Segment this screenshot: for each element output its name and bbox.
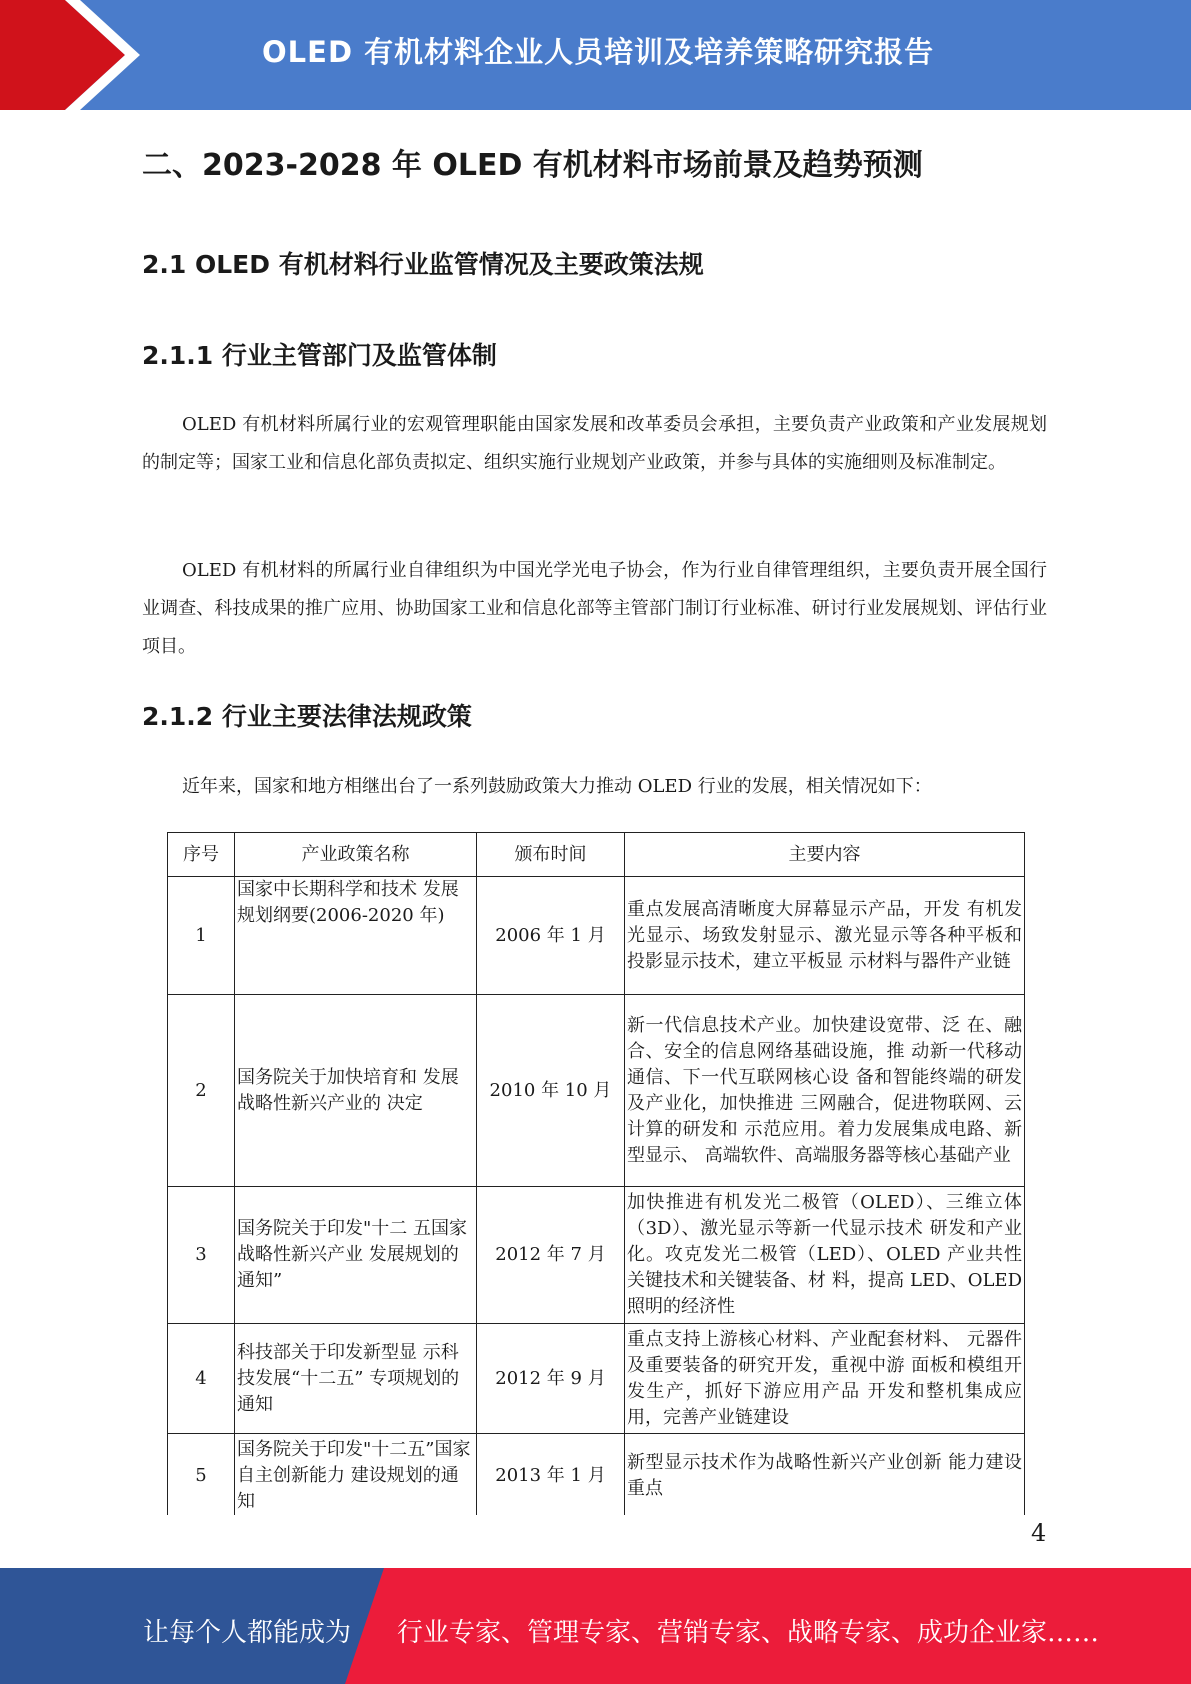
cell-date: 2012 年 7 月 (477, 1187, 625, 1324)
cell-no: 3 (168, 1187, 235, 1324)
page-number: 4 (1031, 1519, 1047, 1547)
paragraph-regulators: OLED 有机材料所属行业的宏观管理职能由国家发展和改革委员会承担，主要负责产业政策和产业发展规划的制定等；国家工业和信息化部负责拟定、组织实施行业规划产业政策，并参与具体的实施细则及标准制定。 (142, 414, 1047, 473)
subsection-title-2-1: 2.1 OLED 有机材料行业监管情况及主要政策法规 (142, 250, 704, 279)
cell-policy-name: 国务院关于加快培育和 发展战略性新兴产业的 决定 (235, 995, 477, 1187)
cell-no: 1 (168, 877, 235, 995)
subsection-title-2-1-2: 2.1.2 行业主要法律法规政策 (142, 702, 472, 731)
cell-no: 4 (168, 1324, 235, 1434)
policy-table (167, 832, 1025, 1518)
cell-no: 2 (168, 995, 235, 1187)
cell-policy-name: 国家中长期科学和技术 发展规划纲要(2006-2020 年) (235, 877, 477, 995)
cell-content: 重点支持上游核心材料、产业配套材料、 元器件及重要装备的研究开发，重视中游 面板和模组开发生产，抓好下游应用产品 开发和整机集成应用，完善产业链建设 (625, 1324, 1025, 1434)
header-arrow-decoration (0, 0, 160, 110)
table-header-row (168, 833, 1025, 877)
page-header-band (0, 0, 1191, 110)
table-row (168, 1324, 1025, 1434)
page-footer-band (0, 1568, 1191, 1684)
cell-policy-name: 国务院关于印发"十二五”国家自主创新能力 建设规划的通知 (235, 1434, 477, 1518)
paragraph-self-regulation: OLED 有机材料的所属行业自律组织为中国光学光电子协会，作为行业自律管理组织，主要负责开展全国行业调查、科技成果的推广应用、协助国家工业和信息化部等主管部门制订行业标准、研讨行业发展规划、评估行业项目。 (142, 560, 1047, 657)
table-row (168, 1434, 1025, 1518)
cell-content: 重点发展高清晰度大屏幕显示产品，开发 有机发光显示、场致发射显示、激光显示等各种平板和投影显示技术，建立平板显 示材料与器件产业链 (625, 877, 1025, 995)
table-row (168, 1187, 1025, 1324)
paragraph-policy-intro: 近年来，国家和地方相继出台了一系列鼓励政策大力推动 OLED 行业的发展，相关情况如下： (182, 776, 932, 797)
cell-date: 2012 年 9 月 (477, 1324, 625, 1434)
cell-date: 2010 年 10 月 (477, 995, 625, 1187)
cell-content: 新一代信息技术产业。加快建设宽带、泛 在、融合、安全的信息网络基础设施，推 动新一代移动通信、下一代互联网核心设 备和智能终端的研发及产业化，加快推进 三网融合，促进物联网、云计算的研发和 示范应用。着力发展集成电路、新型显示、 高端软件、高端服务器等核心基础产业 (625, 995, 1025, 1187)
cell-date: 2013 年 1 月 (477, 1434, 625, 1518)
column-header-no: 序号 (168, 833, 235, 877)
column-header-date: 颁布时间 (477, 833, 625, 877)
page-break-mask (0, 1515, 1191, 1565)
cell-policy-name: 国务院关于印发"十二 五国家战略性新兴产业 发展规划的通知” (235, 1187, 477, 1324)
footer-slogan-left: 让每个人都能成为 (143, 1618, 352, 1648)
table-row (168, 995, 1025, 1187)
footer-slogan-right: 行业专家、管理专家、营销专家、战略专家、成功企业家…… (397, 1618, 1100, 1648)
table-row (168, 877, 1025, 995)
cell-policy-name: 科技部关于印发新型显 示科技发展“十二五” 专项规划的通知 (235, 1324, 477, 1434)
cell-content: 新型显示技术作为战略性新兴产业创新 能力建设重点 (625, 1434, 1025, 1518)
cell-content: 加快推进有机发光二极管（OLED）、三维立体（3D）、激光显示等新一代显示技术 研发和产业化。攻克发光二极管（LED）、OLED 产业共性关键技术和关键装备、材 料，提高 LED、OLED 照明的经济性 (625, 1187, 1025, 1324)
cell-no: 5 (168, 1434, 235, 1518)
section-title: 二、2023-2028 年 OLED 有机材料市场前景及趋势预测 (142, 148, 923, 183)
subsection-title-2-1-1: 2.1.1 行业主管部门及监管体制 (142, 341, 497, 370)
column-header-policy-name: 产业政策名称 (235, 833, 477, 877)
report-title: OLED 有机材料企业人员培训及培养策略研究报告 (262, 35, 935, 69)
column-header-content: 主要内容 (625, 833, 1025, 877)
cell-date: 2006 年 1 月 (477, 877, 625, 995)
